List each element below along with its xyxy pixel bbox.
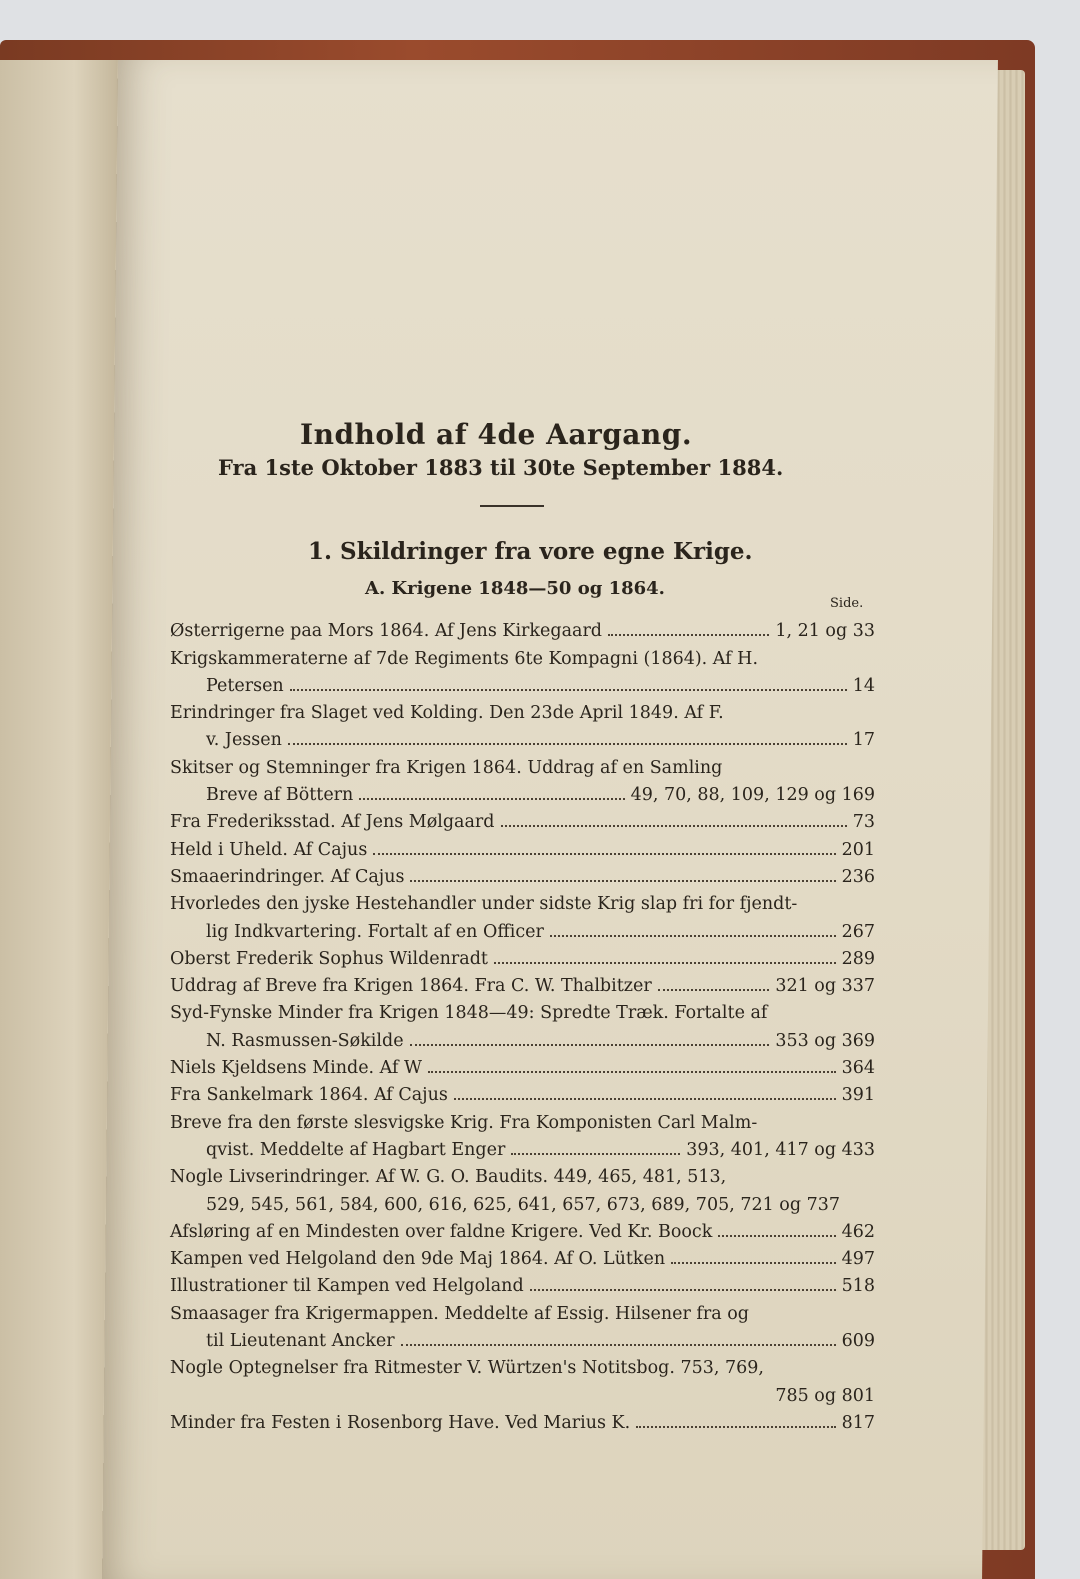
toc-entry-title: lig Indkvartering. Fortalt af en Officer (206, 921, 544, 942)
toc-entry-title: Breve fra den første slesvigske Krig. Fra Komponisten Carl Malm- (170, 1112, 758, 1133)
toc-entry (170, 1351, 875, 1378)
toc-entry-title: Minder fra Festen i Rosenborg Have. Ved Marius K. (170, 1412, 631, 1433)
toc-entry-title: Niels Kjeldsens Minde. Af W (170, 1058, 423, 1079)
leader-dots (501, 824, 847, 827)
leader-dots (494, 961, 836, 964)
toc-entry (170, 778, 875, 805)
toc-entry-title: Breve af Böttern (206, 785, 354, 806)
toc-entry (170, 614, 875, 641)
toc-entry (170, 942, 875, 969)
leader-dots (428, 1070, 836, 1073)
table-of-contents (170, 614, 875, 1433)
toc-entry-title: qvist. Meddelte af Hagbart Enger (206, 1139, 506, 1160)
toc-entry (170, 805, 875, 832)
toc-entry (170, 1187, 875, 1214)
toc-entry-title: Petersen (206, 675, 284, 696)
leader-dots (671, 1261, 835, 1264)
toc-entry (170, 969, 875, 996)
toc-entry (170, 832, 875, 859)
toc-entry-pages: 497 (841, 1249, 875, 1270)
toc-entry-pages: 364 (841, 1058, 875, 1079)
toc-entry (170, 914, 875, 941)
toc-entry-pages: 609 (841, 1331, 875, 1352)
leader-dots (658, 988, 770, 991)
toc-entry-title: Nogle Livserindringer. Af W. G. O. Baudits. 449, 465, 481, 513, (170, 1167, 727, 1188)
subsection-heading: A. Krigene 1848—50 og 1864. (365, 578, 665, 599)
toc-entry-pages: 817 (841, 1412, 875, 1433)
leader-dots (410, 879, 835, 882)
toc-entry-pages: 17 (852, 730, 875, 751)
toc-entry-title: Erindringer fra Slaget ved Kolding. Den 23de April 1849. Af F. (170, 703, 724, 724)
leader-dots (290, 688, 847, 691)
page-content (160, 0, 880, 1579)
toc-entry-title: Skitser og Stemninger fra Krigen 1864. Uddrag af en Samling (170, 757, 723, 778)
toc-entry-title: Oberst Frederik Sophus Wildenradt (170, 948, 488, 969)
toc-entry (170, 1023, 875, 1050)
toc-entry-pages: 518 (841, 1276, 875, 1297)
toc-entry-title: Hvorledes den jyske Hestehandler under sidste Krig slap fri for fjendt- (170, 894, 798, 915)
section-heading: 1. Skildringer fra vore egne Krige. (308, 538, 753, 565)
toc-entry-pages: 321 og 337 (775, 976, 875, 997)
toc-entry-title: Fra Sankelmark 1864. Af Cajus (170, 1085, 448, 1106)
toc-entry-title: Østerrigerne paa Mors 1864. Af Jens Kirkegaard (170, 621, 603, 642)
toc-entry-pages: 49, 70, 88, 109, 129 og 169 (630, 785, 875, 806)
toc-entry (170, 1269, 875, 1296)
leader-dots (410, 1043, 770, 1046)
toc-entry-title: 785 og 801 (775, 1385, 875, 1406)
leader-dots (288, 742, 847, 745)
toc-entry-pages: 1, 21 og 33 (775, 621, 875, 642)
leader-dots (550, 934, 836, 937)
toc-entry-pages: 393, 401, 417 og 433 (686, 1139, 875, 1160)
divider-rule (480, 505, 544, 507)
side-column-label: Side. (830, 596, 864, 611)
leader-dots (359, 797, 624, 800)
toc-entry (170, 1215, 875, 1242)
leader-dots (511, 1152, 680, 1155)
toc-entry-title: Uddrag af Breve fra Krigen 1864. Fra C. W. Thalbitzer (170, 976, 652, 997)
toc-entry (170, 1378, 875, 1405)
toc-entry-title: Afsløring af en Mindesten over faldne Krigere. Ved Kr. Boock (170, 1221, 713, 1242)
toc-entry (170, 1051, 875, 1078)
toc-entry-pages: 353 og 369 (775, 1030, 875, 1051)
toc-entry-title: N. Rasmussen-Søkilde (206, 1030, 404, 1051)
toc-entry-title: Fra Frederiksstad. Af Jens Mølgaard (170, 812, 495, 833)
leader-dots (454, 1097, 836, 1100)
leader-dots (718, 1234, 835, 1237)
toc-entry-title: Smaaerindringer. Af Cajus (170, 866, 405, 887)
toc-entry (170, 1406, 875, 1433)
toc-entry (170, 723, 875, 750)
toc-entry-title: Krigskammeraterne af 7de Regiments 6te Kompagni (1864). Af H. (170, 648, 759, 669)
toc-entry (170, 1242, 875, 1269)
toc-entry (170, 1296, 875, 1323)
toc-entry (170, 860, 875, 887)
leader-dots (530, 1288, 836, 1291)
toc-entry-title: Smaasager fra Krigermappen. Meddelte af Essig. Hilsener fra og (170, 1303, 749, 1324)
toc-entry-pages: 391 (841, 1085, 875, 1106)
toc-entry (170, 1078, 875, 1105)
toc-entry (170, 696, 875, 723)
page-subtitle: Fra 1ste Oktober 1883 til 30te September 1884. (218, 455, 784, 480)
toc-entry-pages: 289 (841, 948, 875, 969)
toc-entry (170, 887, 875, 914)
toc-entry-title: Kampen ved Helgoland den 9de Maj 1864. Af O. Lütken (170, 1249, 666, 1270)
toc-entry (170, 750, 875, 777)
toc-entry (170, 1324, 875, 1351)
toc-entry (170, 641, 875, 668)
toc-entry-title: Syd-Fynske Minder fra Krigen 1848—49: Spredte Træk. Fortalte af (170, 1003, 768, 1024)
toc-entry (170, 996, 875, 1023)
toc-entry-pages: 73 (852, 812, 875, 833)
leader-dots (373, 852, 835, 855)
toc-entry (170, 1160, 875, 1187)
toc-entry-title: Nogle Optegnelser fra Ritmester V. Würtzen's Notitsbog. 753, 769, (170, 1358, 764, 1379)
page-title: Indhold af 4de Aargang. (300, 418, 693, 451)
toc-entry (170, 669, 875, 696)
toc-entry-title: til Lieutenant Ancker (206, 1331, 395, 1352)
toc-entry-title: v. Jessen (206, 730, 282, 751)
toc-entry-pages: 14 (852, 675, 875, 696)
toc-entry-title: Illustrationer til Kampen ved Helgoland (170, 1276, 524, 1297)
leader-dots (608, 633, 769, 636)
toc-entry-pages: 201 (841, 839, 875, 860)
leader-dots (636, 1425, 835, 1428)
toc-entry (170, 1133, 875, 1160)
toc-entry (170, 1105, 875, 1132)
toc-entry-pages: 267 (841, 921, 875, 942)
leader-dots (401, 1343, 836, 1346)
toc-entry-pages: 236 (841, 866, 875, 887)
toc-entry-pages: 462 (841, 1221, 875, 1242)
toc-entry-title: Held i Uheld. Af Cajus (170, 839, 368, 860)
toc-entry-title: 529, 545, 561, 584, 600, 616, 625, 641, 657, 673, 689, 705, 721 og 737 (206, 1194, 840, 1215)
